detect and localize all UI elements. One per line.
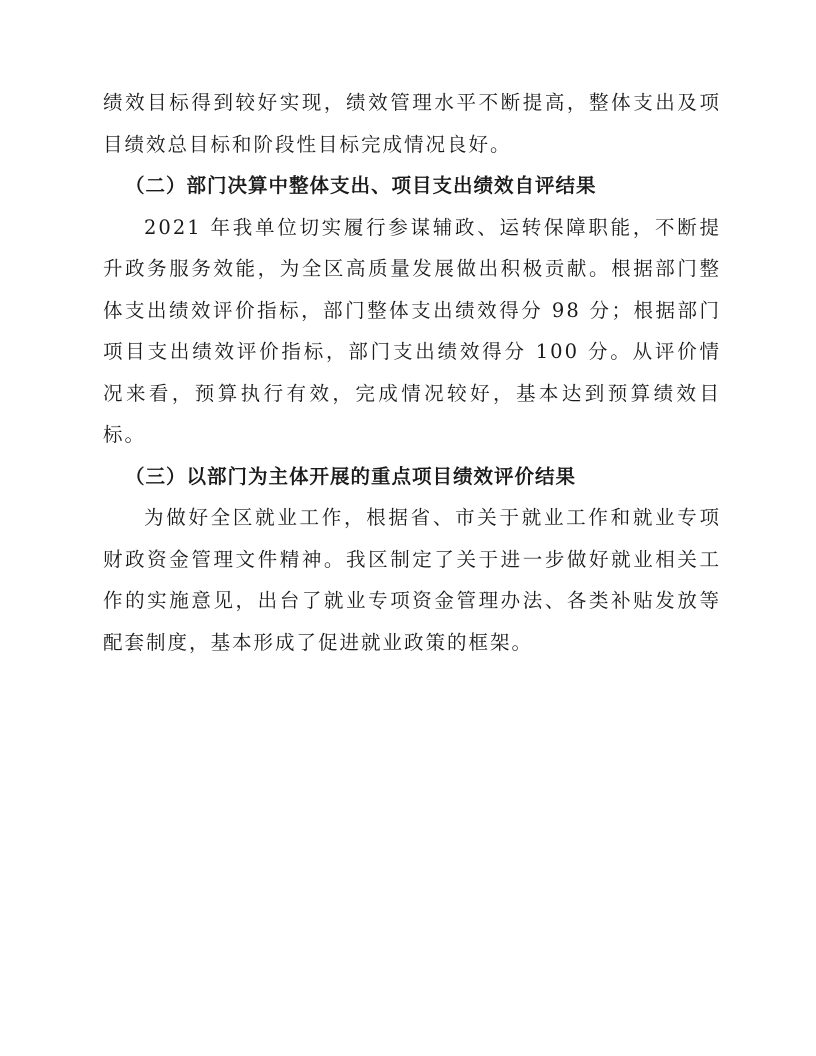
document-body — [103, 82, 721, 663]
section-heading-self-evaluation: （二）部门决算中整体支出、项目支出绩效自评结果 — [125, 174, 597, 197]
section-heading-key-project-evaluation: （三）以部门为主体开展的重点项目绩效评价结果 — [125, 464, 577, 488]
paragraph-key-project-evaluation: 为做好全区就业工作，根据省、市关于就业工作和就业专项财政资金管理文件精神。我区制定了关于进一步做好就业相关工作的实施意见，出台了就业专项资金管理办法、各类补贴发放等配套制度，基本形成了促进就业政策的框架。 — [103, 506, 721, 654]
paragraph-self-evaluation: 2021 年我单位切实履行参谋辅政、运转保障职能，不断提升政务服务效能，为全区高质量发展做出积极贡献。根据部门整体支出绩效评价指标，部门整体支出绩效得分 98 分；根据部门项目支出绩效评价指标，部门支出绩效得分 100 分。从评价情况来看，预算执行有效，完成情况较好，基本达到预算绩效目标。 — [103, 215, 721, 446]
paragraph-performance-summary: 绩效目标得到较好实现，绩效管理水平不断提高，整体支出及项目绩效总目标和阶段性目标完成情况良好。 — [103, 91, 721, 156]
